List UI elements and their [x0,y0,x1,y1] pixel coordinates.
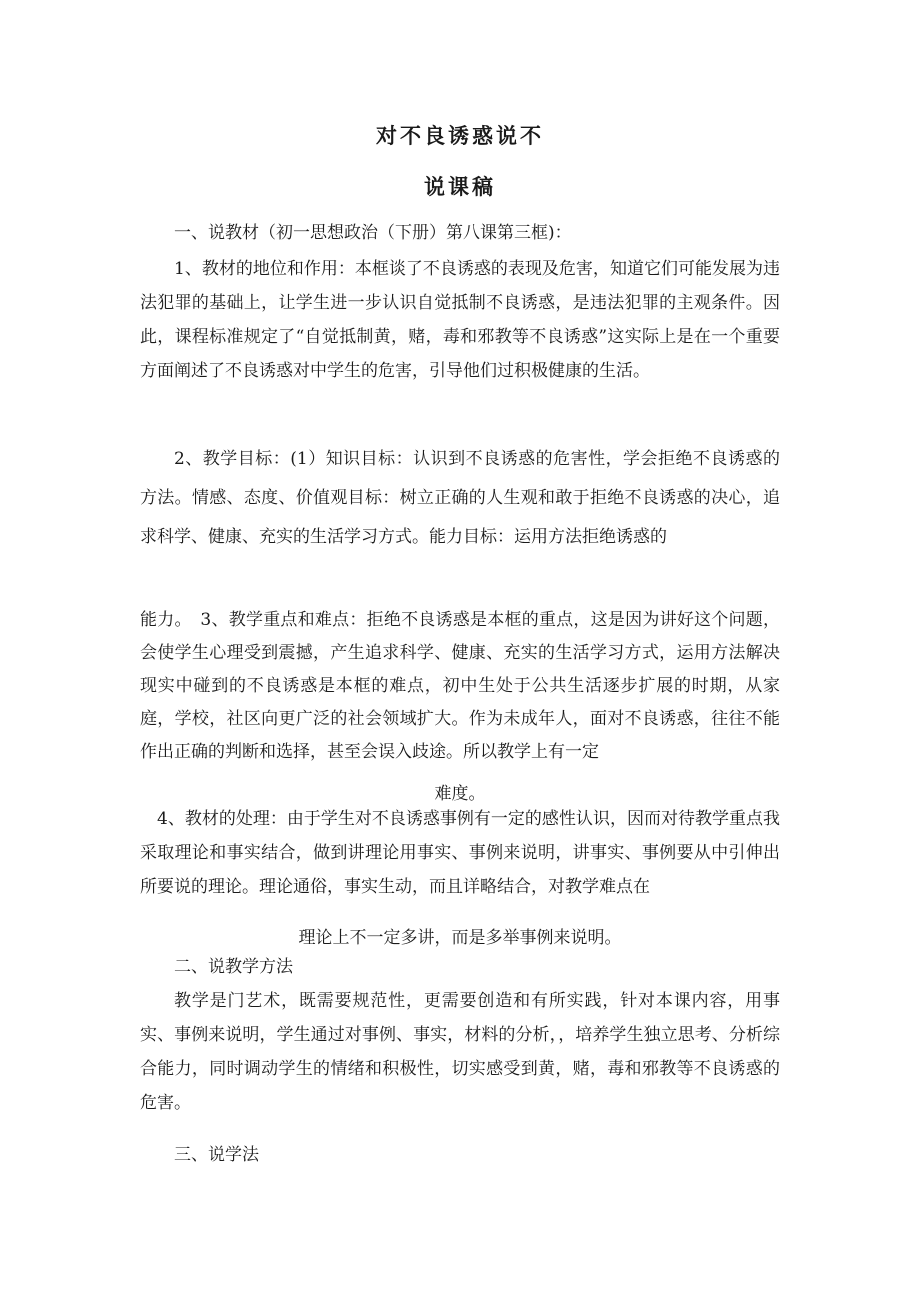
paragraph-key-difficult-points: 能力。 3、教学重点和难点：拒绝不良诱惑是本框的重点，这是因为讲好这个问题，会使学生心理受到震撼，产生追求科学、健康、充实的生活学习方式，运用方法解决现实中碰到的不良诱惑是本框的难点，初中生处于公共生活逐步扩展的时期，从家庭，学校，社区向更广泛的社会领域扩大。作为未成年人，面对不良诱惑，往往不能作出正确的判断和选择，甚至会误入歧途。所以教学上有一定 [140,610,780,762]
paragraph-material-handling: 4、教材的处理：由于学生对不良诱惑事例有一定的感性认识，因而对待教学重点我采取理论和事实结合，做到讲理论用事实、事例来说明，讲事实、事例要从中引伸出所要说的理论。理论通俗，事实生动，而且详略结合，对教学难点在 [140,809,780,897]
paragraph-teaching-goals: 2、教学目标：(1）知识目标：认识到不良诱惑的危害性，学会拒绝不良诱惑的方法。情感、态度、价值观目标：树立正确的人生观和敢于拒绝不良诱惑的决心，追求科学、健康、充实的生活学习方式。能力目标：运用方法拒绝诱惑的 [140,449,780,547]
paragraph-material-handling-end: 理论上不一定多讲，而是多举事例来说明。 [298,928,622,948]
paragraph-key-difficult-points-end: 难度。 [434,784,486,804]
paragraph-material-position: 1、教材的地位和作用：本框谈了不良诱惑的表现及危害，知道它们可能发展为违法犯罪的基础上，让学生进一步认识自觉抵制不良诱惑，是违法犯罪的主观条件。因此，课程标准规定了“自觉抵制黄，赌，毒和邪教等不良诱惑”这实际上是在一个重要方面阐述了不良诱惑对中学生的危害，引导他们过积极健康的生活。 [140,259,780,381]
section-heading-1: 一、说教材（初一思想政治（下册）第八课第三框)： [174,223,572,243]
section-heading-3: 三、说学法 [174,1145,259,1165]
paragraph-teaching-method: 教学是门艺术，既需要规范性，更需要创造和有所实践，针对本课内容，用事实、事例来说明，学生通过对事例、事实，材料的分析，，培养学生独立思考、分析综合能力，同时调动学生的情绪和积极性，切实感受到黄，赌，毒和邪教等不良诱惑的危害。 [140,991,780,1113]
document-subtitle: 说课稿 [424,174,496,199]
section-heading-2: 二、说教学方法 [174,957,293,977]
document-title: 对不良诱惑说不 [376,123,544,148]
